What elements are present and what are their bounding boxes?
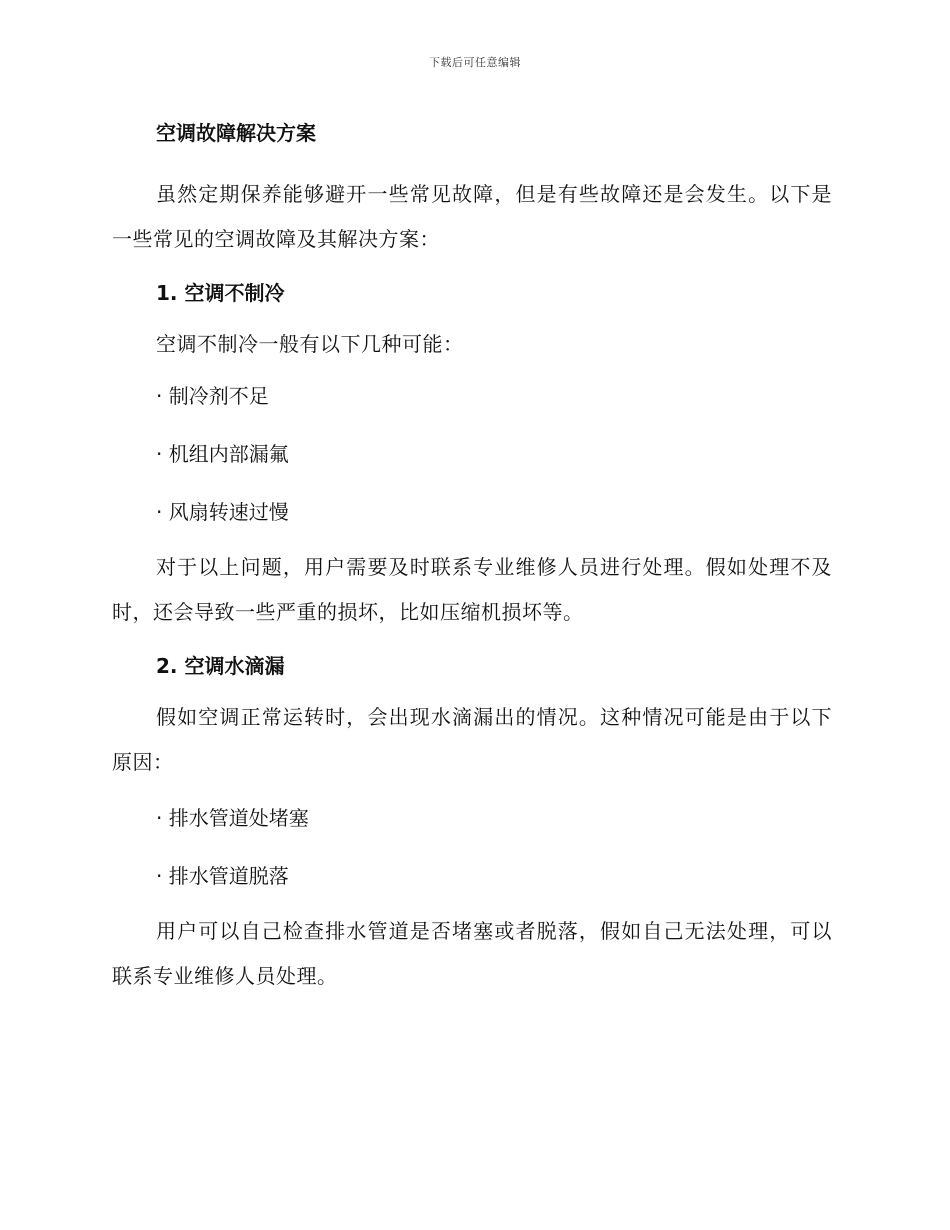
document-body — [112, 112, 832, 999]
document-title: 空调故障解决方案 — [156, 121, 316, 145]
section-2-closing: 用户可以自己检查排水管道是否堵塞或者脱落，假如自己无法处理，可以联系专业维修人员处理。 — [112, 919, 832, 988]
header-note: 下载后可任意编辑 — [429, 56, 521, 69]
section-2-bullet-2: · 排水管道脱落 — [156, 864, 289, 888]
intro-paragraph: 虽然定期保养能够避开一些常见故障，但是有些故障还是会发生。以下是一些常见的空调故障及其解决方案： — [112, 182, 832, 251]
section-heading-2: 2. 空调水滴漏 — [156, 654, 285, 678]
section-2-bullet-1: · 排水管道处堵塞 — [156, 806, 309, 830]
section-heading-1: 1. 空调不制冷 — [156, 281, 285, 305]
section-1-bullet-3: · 风扇转速过慢 — [156, 500, 289, 524]
section-1-closing: 对于以上问题，用户需要及时联系专业维修人员进行处理。假如处理不及时，还会导致一些严重的损坏，比如压缩机损坏等。 — [112, 555, 832, 624]
section-1-bullet-2: · 机组内部漏氟 — [156, 442, 289, 466]
section-2-lead: 假如空调正常运转时，会出现水滴漏出的情况。这种情况可能是由于以下原因： — [112, 705, 832, 774]
section-1-bullet-1: · 制冷剂不足 — [156, 384, 269, 408]
section-1-lead: 空调不制冷一般有以下几种可能： — [156, 332, 464, 356]
